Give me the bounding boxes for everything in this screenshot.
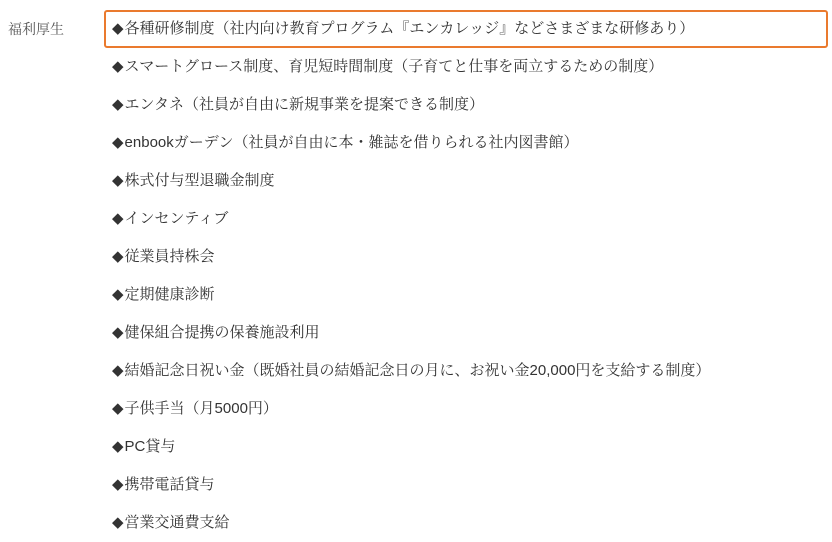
list-item — [104, 466, 828, 504]
list-item-label: 結婚記念日祝い金（既婚社員の結婚記念日の月に、お祝い金20,000円を支給する制度） — [124, 362, 711, 379]
diamond-bullet-icon: ◆ — [112, 286, 124, 303]
diamond-bullet-icon: ◆ — [112, 58, 124, 75]
list-item — [104, 504, 828, 542]
list-item — [104, 390, 828, 428]
list-item-label: 定期健康診断 — [124, 286, 215, 303]
list-item-label: 子供手当（月5000円） — [124, 400, 278, 417]
benefit-list — [104, 10, 828, 542]
diamond-bullet-icon: ◆ — [112, 362, 124, 379]
list-item — [104, 10, 828, 48]
list-item — [104, 428, 828, 466]
list-item — [104, 352, 828, 390]
benefits-body — [104, 10, 832, 542]
list-item — [104, 314, 828, 352]
list-item — [104, 162, 828, 200]
list-item — [104, 276, 828, 314]
list-item-label: PC貸与 — [124, 438, 176, 455]
diamond-bullet-icon: ◆ — [112, 438, 124, 455]
diamond-bullet-icon: ◆ — [112, 400, 124, 417]
list-item-label: 株式付与型退職金制度 — [124, 172, 275, 189]
diamond-bullet-icon: ◆ — [112, 210, 124, 227]
list-item-label: スマートグロース制度、育児短時間制度（子育てと仕事を両立するための制度） — [124, 58, 664, 75]
list-item-label: enbookガーデン（社員が自由に本・雑誌を借りられる社内図書館） — [124, 134, 579, 151]
diamond-bullet-icon: ◆ — [112, 248, 124, 265]
list-item-label: 健保組合提携の保養施設利用 — [124, 324, 320, 341]
list-item — [104, 124, 828, 162]
diamond-bullet-icon: ◆ — [112, 172, 124, 189]
diamond-bullet-icon: ◆ — [112, 96, 124, 113]
diamond-bullet-icon: ◆ — [112, 324, 124, 341]
list-item-label: 従業員持株会 — [124, 248, 215, 265]
diamond-bullet-icon: ◆ — [112, 476, 124, 493]
row-label-benefits: 福利厚生 — [8, 21, 64, 37]
list-item-label: エンタネ（社員が自由に新規事業を提案できる制度） — [124, 96, 484, 113]
diamond-bullet-icon: ◆ — [112, 514, 124, 531]
diamond-bullet-icon: ◆ — [112, 134, 124, 151]
diamond-bullet-icon: ◆ — [112, 20, 124, 37]
list-item-label: 携帯電話貸与 — [124, 476, 215, 493]
list-item-label: 営業交通費支給 — [124, 514, 230, 531]
list-item — [104, 48, 828, 86]
list-item-label: インセンティブ — [124, 210, 229, 227]
list-item-label: 各種研修制度（社内向け教育プログラム『エンカレッジ』などさまざまな研修あり） — [124, 20, 695, 37]
list-item — [104, 238, 828, 276]
list-item — [104, 200, 828, 238]
list-item — [104, 86, 828, 124]
